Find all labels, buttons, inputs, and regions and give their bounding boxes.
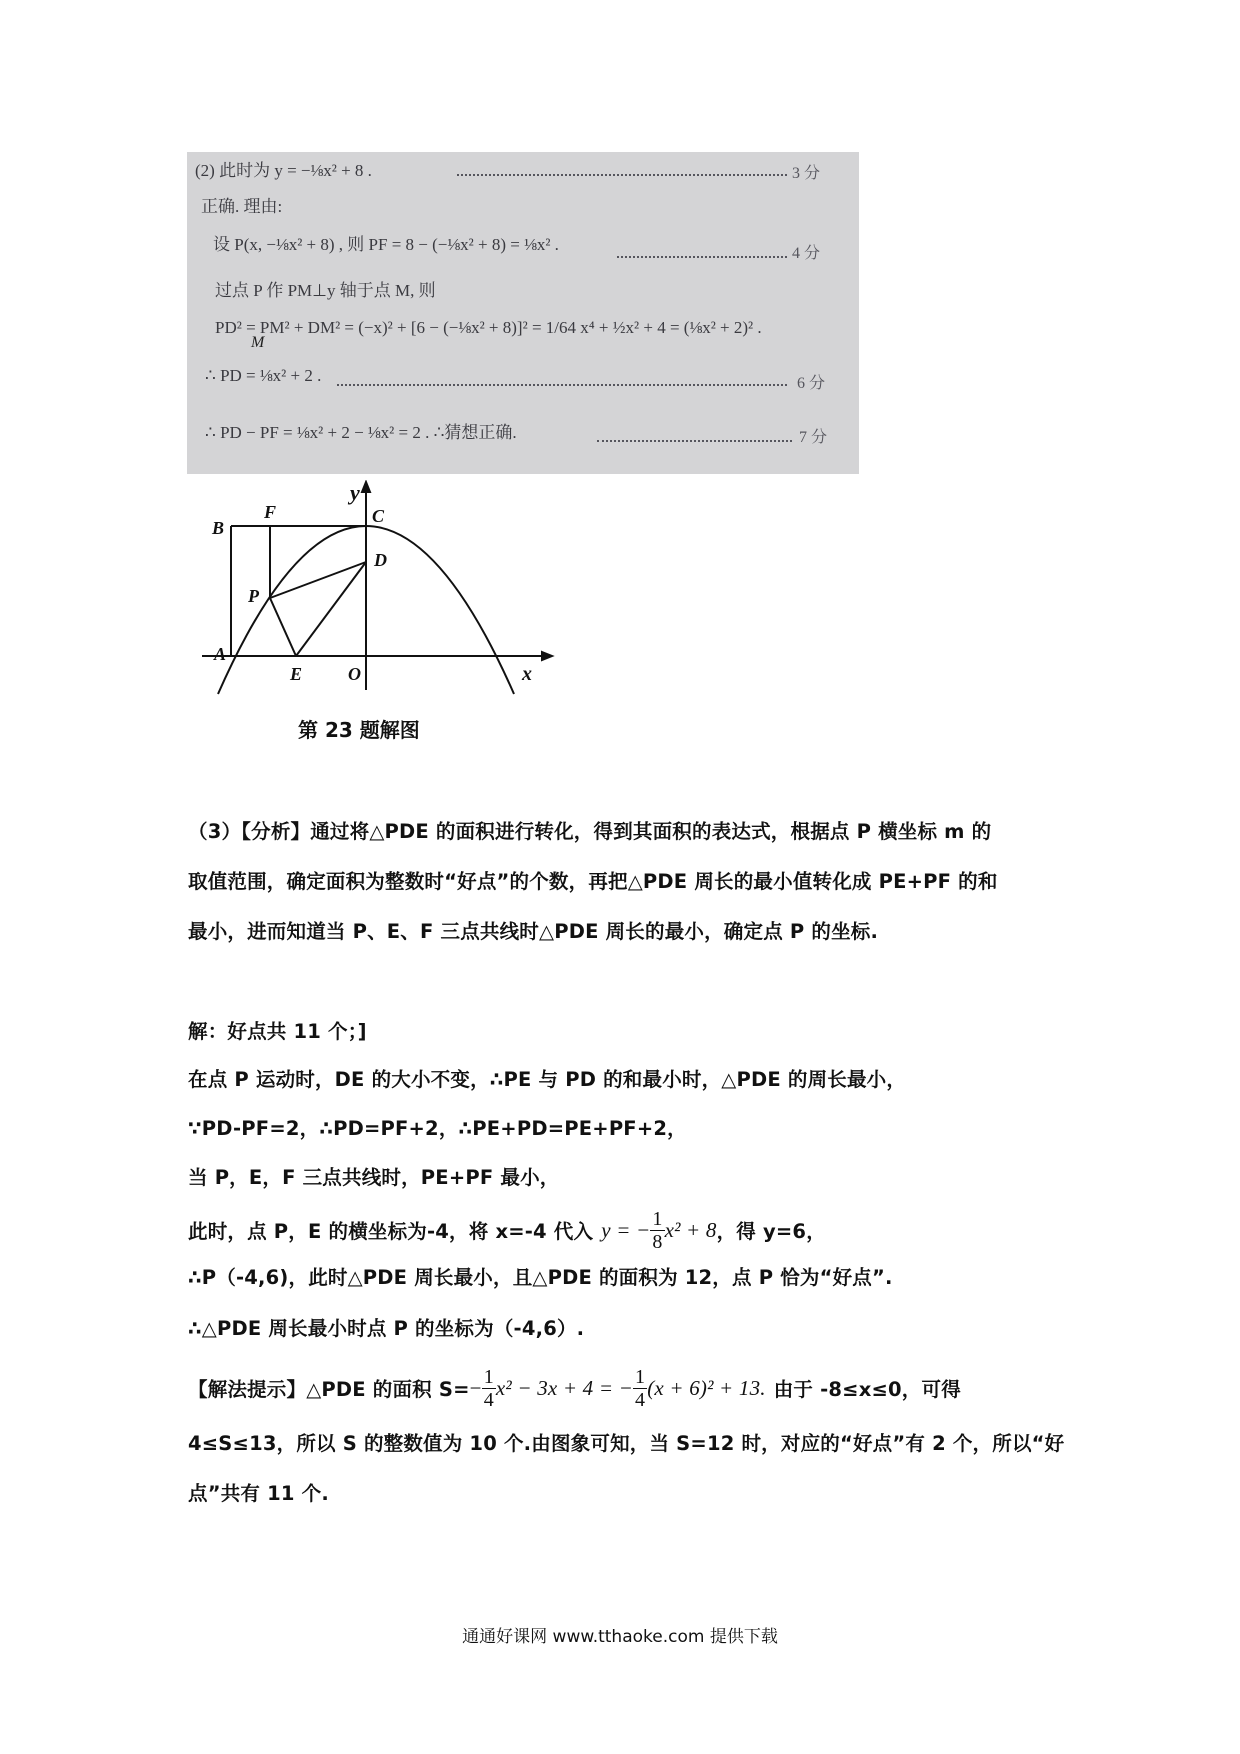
label-f: F (264, 502, 277, 522)
fraction-numerator: 1 (635, 1365, 646, 1388)
fraction-denominator: 4 (635, 1388, 646, 1411)
scan-score-7: 7 分 (799, 429, 828, 446)
hint-line-2: 4≤S≤13，所以 S 的整数值为 10 个.由图象可知，当 S=12 时，对应的“好点”有 2 个，所以“好 (188, 1432, 1065, 1455)
scan-score-3: 3 分 (792, 165, 821, 182)
scan-line-5: PD² = PM² + DM² = (−x)² + [6 − (−⅛x² + 8)]² = 1/64 x⁴ + ½x² + 4 = (⅛x² + 2)² . (215, 318, 762, 337)
fraction-one-quarter (482, 1366, 496, 1411)
solution-line-5-text: 此时，点 P，E 的横坐标为-4，将 x=-4 代入 (188, 1220, 594, 1243)
download-footer: 通通好课网 www.tthaoke.com 提供下载 (462, 1627, 778, 1647)
x-axis-arrow (542, 652, 552, 660)
label-e: E (290, 664, 303, 684)
hint-range: 由于 -8≤x≤0，可得 (773, 1378, 961, 1401)
segment-pe (270, 598, 296, 656)
hint-minus: − (469, 1375, 482, 1400)
label-a: A (214, 644, 227, 664)
label-p: P (248, 586, 259, 606)
solution-line-7: ∴△PDE 周长最小时点 P 的坐标为（-4,6）. (188, 1317, 585, 1340)
solution-line-4: 当 P，E，F 三点共线时，PE+PF 最小， (188, 1166, 560, 1189)
fraction-denominator: 4 (483, 1388, 494, 1411)
fraction-one-eighth (650, 1208, 664, 1253)
scan-line-6: ∴ PD = ⅛x² + 2 . (205, 366, 322, 385)
figure-caption: 第 23 题解图 (298, 718, 420, 742)
hint-line-3: 点”共有 11 个. (188, 1482, 329, 1505)
scanned-answer-photo (187, 152, 859, 474)
scan-line-3: 设 P(x, −⅛x² + 8) , 则 PF = 8 − (−⅛x² + 8) = ⅛x² . (213, 235, 559, 254)
fraction-numerator: 1 (652, 1207, 663, 1230)
scan-leader (457, 174, 787, 176)
hint-intro: 【解法提示】△PDE 的面积 S= (188, 1378, 470, 1401)
scan-leader (617, 256, 787, 258)
scan-label-m: M (251, 334, 265, 351)
label-b: B (212, 518, 225, 538)
equation-y: y = − (601, 1217, 651, 1242)
equation-rest: x² + 8 (664, 1217, 717, 1242)
solution-line-1: 解：好点共 11 个；] (188, 1020, 367, 1043)
scan-score-6: 6 分 (797, 375, 826, 392)
solution-line-6: ∴P（-4,6)，此时△PDE 周长最小，且△PDE 的面积为 12，点 P 恰为“好点”. (188, 1266, 893, 1289)
label-y: y (350, 480, 360, 505)
parabola-figure (190, 480, 560, 695)
analysis-line-1: （3）【分析】通过将△PDE 的面积进行转化，得到其面积的表达式，根据点 P 横坐标 m 的 (188, 820, 992, 843)
scan-line-4: 过点 P 作 PM⊥y 轴于点 M, 则 (215, 281, 436, 300)
analysis-line-2: 取值范围，确定面积为整数时“好点”的个数，再把△PDE 周长的最小值转化成 PE+PF 的和 (188, 870, 998, 893)
solution-line-2: 在点 P 运动时，DE 的大小不变，∴PE 与 PD 的和最小时，△PDE 的周长最小， (188, 1068, 907, 1091)
area-expression-a: x² − 3x + 4 = − (495, 1375, 634, 1400)
scan-leader (337, 384, 787, 386)
scan-line-1: (2) 此时为 y = −⅛x² + 8 . (195, 161, 372, 180)
scan-leader (597, 440, 792, 442)
label-c: C (372, 506, 385, 526)
label-x: x (522, 663, 532, 685)
area-expression-b: (x + 6)² + 13. (647, 1375, 766, 1400)
fraction-numerator: 1 (483, 1365, 494, 1388)
fraction-one-quarter-2 (633, 1366, 647, 1411)
label-d: D (374, 550, 387, 570)
y-axis-arrow (362, 482, 370, 492)
scan-line-2: 正确. 理由: (201, 197, 283, 216)
fraction-denominator: 8 (652, 1230, 663, 1253)
hint-line-1 (188, 1358, 961, 1418)
label-o: O (348, 664, 361, 684)
scan-score-4: 4 分 (792, 245, 821, 262)
solution-line-3: ∵PD-PF=2，∴PD=PF+2，∴PE+PD=PE+PF+2， (188, 1117, 687, 1140)
solution-line-5 (188, 1200, 826, 1260)
scan-line-7: ∴ PD − PF = ⅛x² + 2 − ⅛x² = 2 . ∴猜想正确. (205, 423, 517, 442)
solution-line-5-result: ，得 y=6， (716, 1220, 826, 1243)
analysis-line-3: 最小，进而知道当 P、E、F 三点共线时△PDE 周长的最小，确定点 P 的坐标. (188, 920, 879, 943)
